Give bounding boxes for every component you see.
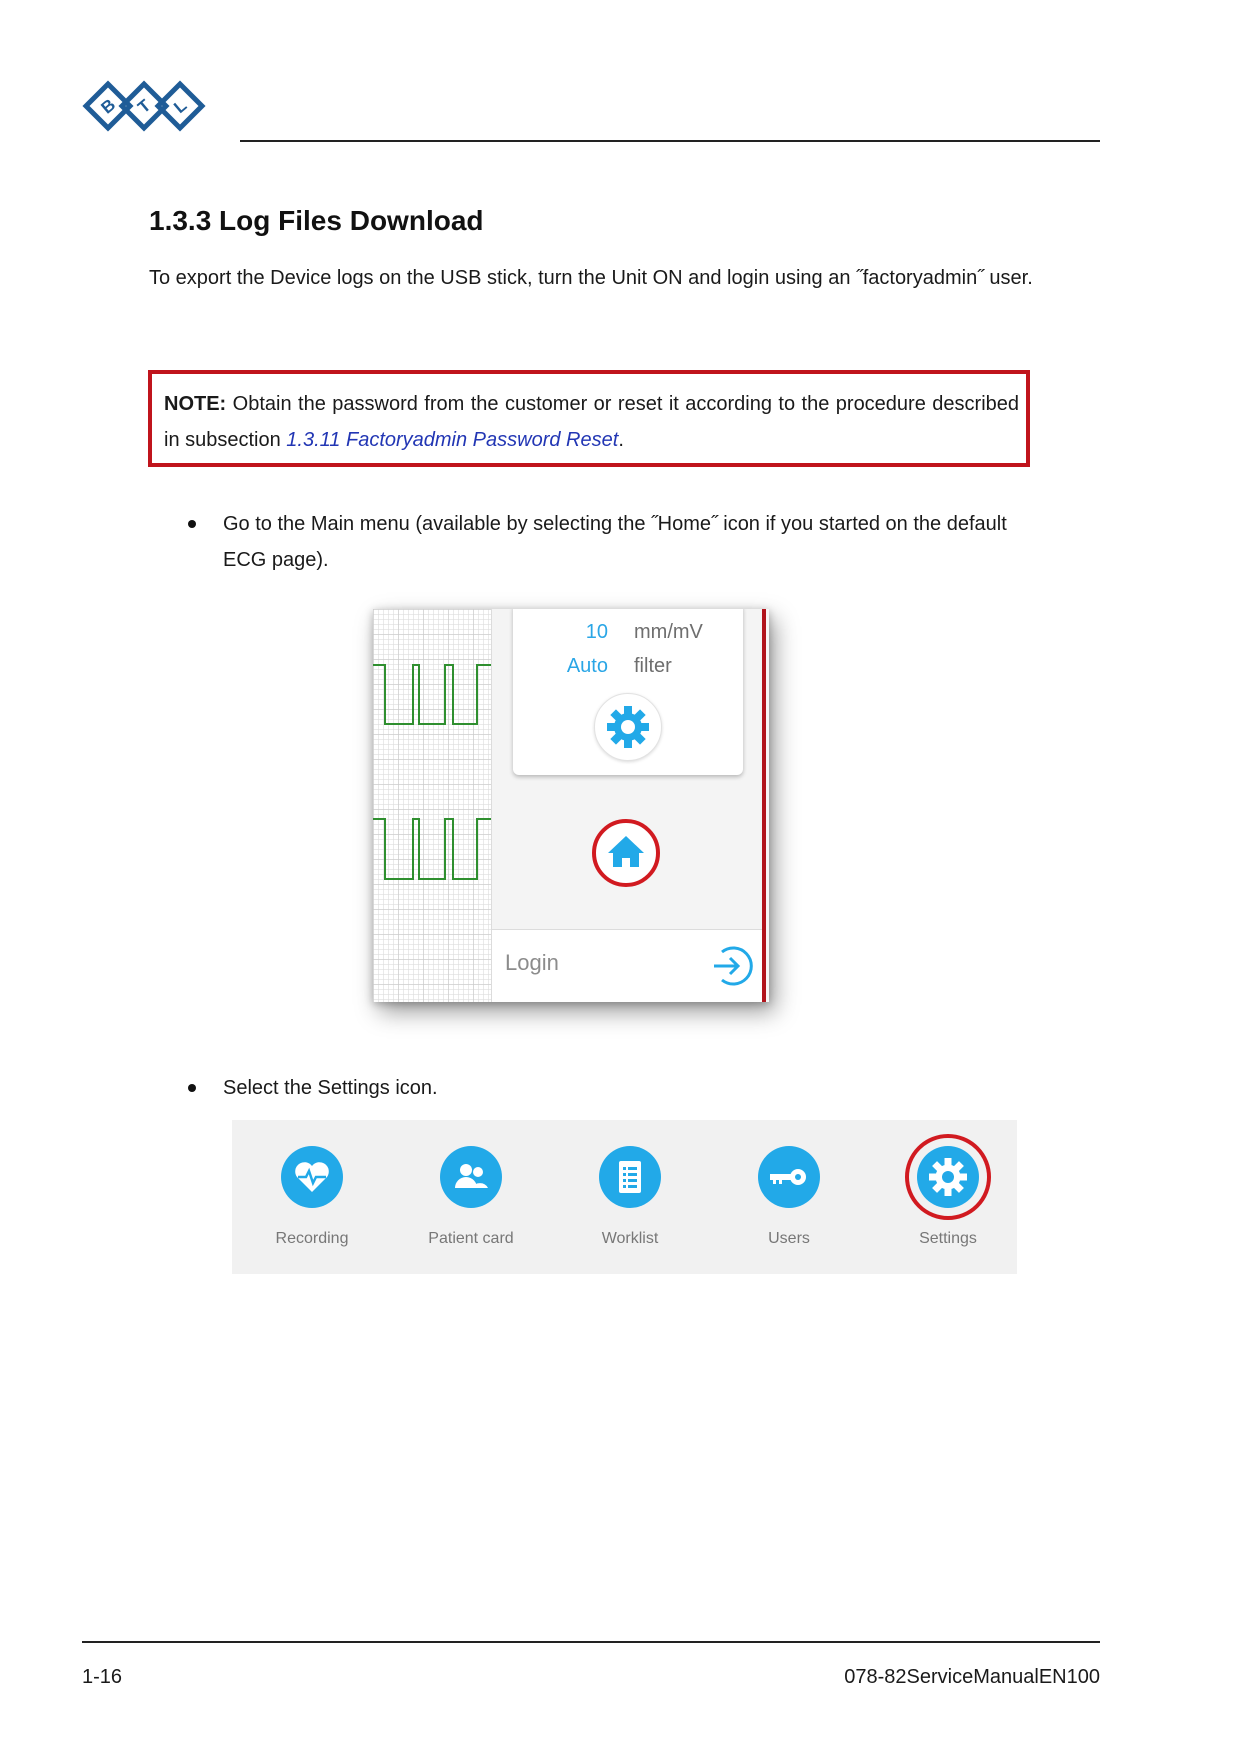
home-icon: [596, 823, 656, 883]
login-label: Login: [505, 950, 559, 975]
note-label: NOTE:: [164, 393, 227, 415]
heart-pulse-icon: [281, 1146, 343, 1208]
gear-icon: [595, 694, 661, 760]
section-title: 1.3.3 Log Files Download: [149, 205, 484, 236]
svg-text:L: L: [170, 95, 191, 117]
bullet-select-settings: Select the Settings icon.: [223, 1077, 438, 1099]
gear-icon: [917, 1146, 979, 1208]
bullet-dot: [188, 520, 196, 528]
svg-text:T: T: [134, 95, 155, 117]
login-bar[interactable]: [492, 929, 766, 1002]
note-end: .: [618, 429, 624, 451]
menu-label: Patient card: [428, 1230, 514, 1247]
ecg-page-screenshot: [373, 609, 769, 1002]
document-id: 078-82ServiceManualEN100: [844, 1666, 1100, 1688]
login-arrow-icon[interactable]: [710, 944, 754, 988]
bullet-dot: [188, 1084, 196, 1092]
intro-paragraph: To export the Device logs on the USB stick, turn the Unit ON and login using an ˝factoryadmin˝ user.: [149, 267, 1033, 289]
note-body: Obtain the password from the customer or reset it according to the procedure described in subsection: [164, 393, 1019, 451]
footer-rule: [82, 1641, 1100, 1643]
gain-unit: mm/mV: [634, 621, 703, 643]
side-panel: [491, 609, 766, 1002]
menu-item-settings[interactable]: [868, 1120, 1028, 1274]
menu-label: Settings: [919, 1230, 977, 1247]
menu-item-recording[interactable]: [232, 1120, 392, 1274]
menu-item-users[interactable]: [709, 1120, 869, 1274]
key-icon: [758, 1146, 820, 1208]
list-icon: [599, 1146, 661, 1208]
panel-edge: [762, 609, 766, 1002]
menu-label: Users: [768, 1230, 810, 1247]
page-number: 1-16: [82, 1666, 123, 1688]
gain-value: 10: [585, 621, 608, 643]
ecg-grid: [373, 609, 491, 1002]
menu-label: Worklist: [601, 1230, 659, 1247]
note-text: [164, 386, 1019, 458]
filter-unit: filter: [634, 655, 672, 677]
note-box: [148, 370, 1030, 467]
btl-logo: [82, 74, 210, 138]
menu-label: Recording: [275, 1230, 349, 1247]
patients-icon: [440, 1146, 502, 1208]
header-rule: [240, 140, 1100, 142]
recording-settings-card: [513, 609, 743, 775]
svg-text:B: B: [97, 95, 120, 118]
main-menu-screenshot: [232, 1120, 1017, 1274]
menu-item-patient-card[interactable]: [391, 1120, 551, 1274]
menu-item-worklist[interactable]: [550, 1120, 710, 1274]
filter-value: Auto: [566, 655, 608, 677]
bullet-main-menu: Go to the Main menu (available by selecting the ˝Home˝ icon if you started on the default ECG page).: [223, 513, 1007, 571]
recording-settings-button[interactable]: [594, 693, 662, 761]
password-reset-link[interactable]: 1.3.11 Factoryadmin Password Reset: [286, 429, 619, 451]
ecg-waveform: [373, 609, 491, 1002]
home-button[interactable]: [592, 819, 660, 887]
